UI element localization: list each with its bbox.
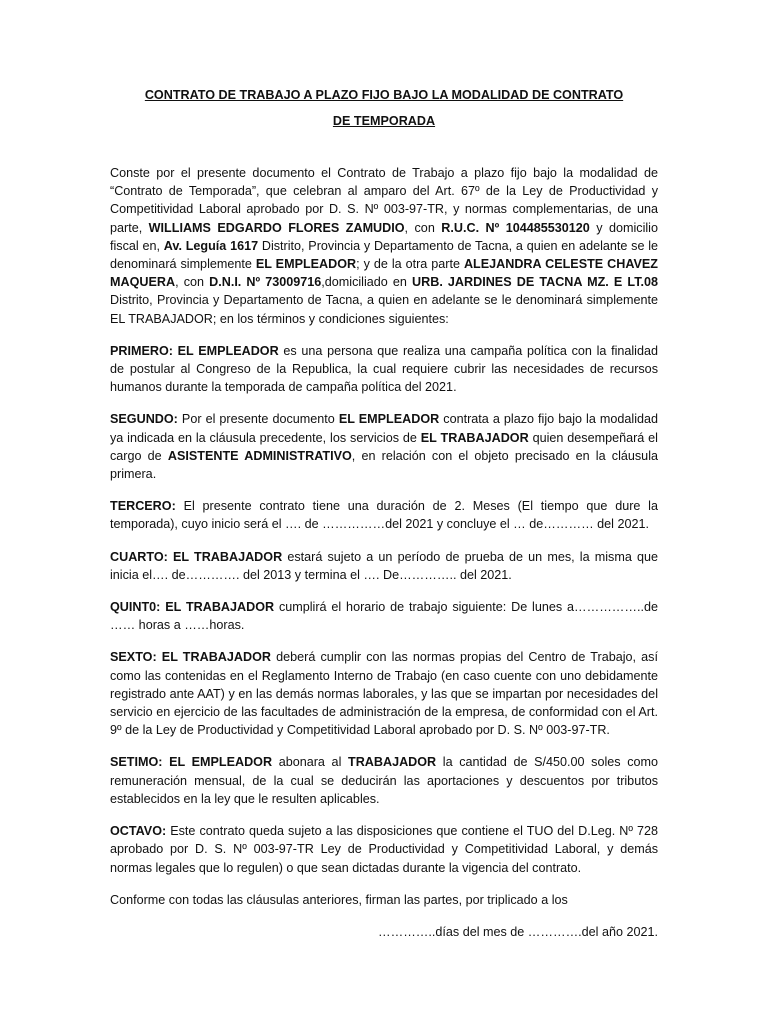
employer-name: WILLIAMS EDGARDO FLORES ZAMUDIO [148,220,405,235]
clause-cuarto: CUARTO: EL TRABAJADOR estará sujeto a un período de prueba de un mes, la misma que inicia el…. de…………. del 2013 y termina el …. De………….. del 2021. [110,549,659,582]
clause-primero: PRIMERO: EL EMPLEADOR es una persona que realiza una campaña política con la finalidad de postular al Congreso de la Republica, la cual requiere cubrir las necesidades de recursos humanos durante la temporada de campaña política del 2021. [110,343,658,395]
closing-statement: Conforme con todas las cláusulas anteriores, firman las partes, por triplicado a los [110,892,568,907]
employer-address: Av. Leguía 1617 [163,238,259,253]
clause-label: SETIMO: EL EMPLEADOR [110,755,273,770]
clause-label: TERCERO: [110,499,176,514]
document-title-line-2: DE TEMPORADA [332,114,436,128]
clause-label: CUARTO: EL TRABAJADOR [110,549,283,564]
job-title: ASISTENTE ADMINISTRATIVO [167,448,352,463]
contract-body [110,164,658,955]
worker-name: ALEJANDRA CELESTE CHAVEZ MAQUERA [110,257,659,290]
intro-paragraph: Conste por el presente documento el Contrato de Trabajo a plazo fijo bajo la modalidad de “Contrato de Temporada”, que celebran al amparo del Art. 67º de la Ley de Productividad y Competitividad Laboral aprobado por D. S. Nº 003-97-TR, y normas complementarias, de una parte, WILLIAMS EDGARDO FLORES ZAMUDIO, con R.U.C. Nº 104485530120 y domicilio fiscal en, Av. Leguía 1617 Distrito, Provincia y Departamento de Tacna, a quien en adelante se le denominará simplemente EL EMPLEADOR; y de la otra parte ALEJANDRA CELESTE CHAVEZ MAQUERA, con D.N.I. Nº 73009716,domiciliado en URB. JARDINES DE TACNA MZ. E LT.08 Distrito, Provincia y Departamento de Tacna, a quien en adelante se le denominará simplemente EL TRABAJADOR; en los términos y condiciones siguientes: [110,166,659,326]
clause-label: SEXTO: EL TRABAJADOR [110,650,271,665]
clause-tercero: TERCERO: El presente contrato tiene una duración de 2. Meses (El tiempo que dure la temporada), cuyo inicio será el …. de ……………del 2021 y concluye el … de………… del 2021. [110,499,658,532]
closing-date: …………..días del mes de ………….del año 2021. [378,924,658,939]
clause-setimo: SETIMO: EL EMPLEADOR abonara al TRABAJADOR la cantidad de S/450.00 soles como remuneración mensual, de la cual se deducirán las aportaciones y descuentos por tributos establecidos en la ley que le resulten aplicables. [110,755,658,806]
worker-dni: D.N.I. Nº 73009716 [209,275,322,290]
clause-label: OCTAVO: [110,824,167,839]
clause-label: QUINT0: EL TRABAJADOR [110,600,275,615]
clause-label: PRIMERO: EL EMPLEADOR [110,343,279,358]
clause-octavo: OCTAVO: Este contrato queda sujeto a las disposiciones que contiene el TUO del D.Leg. Nº 728 aprobado por D. S. Nº 003-97-TR Ley de Productividad y Competitividad Laboral, y demás normas legales que lo regulen) o que sean dictadas durante la vigencia del contrato. [110,824,658,875]
document-title-line-1: CONTRATO DE TRABAJO A PLAZO FIJO BAJO LA MODALIDAD DE CONTRATO [144,88,624,102]
employer-ruc: R.U.C. Nº 104485530120 [441,220,590,235]
clause-segundo: SEGUNDO: Por el presente documento EL EMPLEADOR contrata a plazo fijo bajo la modalidad ya indicada en la cláusula precedente, los servicios de EL TRABAJADOR quien desempeñará el cargo de ASISTENTE ADMINISTRATIVO, en relación con el objeto precisado en la cláusula primera. [110,412,659,482]
clause-sexto: SEXTO: EL TRABAJADOR deberá cumplir con las normas propias del Centro de Trabajo, así como las contenidas en el Reglamento Interno de Trabajo (en caso cuente con uno debidamente registrado ante AAT) y en las demás normas laborales, y las que se impartan por necesidades del servicio en ejercicio de las facultades de administración de la empresa, de conformidad con el Art. 9º de la Ley de Productividad y Competitividad Laboral aprobado por D. S. Nº 003-97-TR. [110,650,658,738]
clause-quinto: QUINT0: EL TRABAJADOR cumplirá el horario de trabajo siguiente: De lunes a……………..de …… horas a ……horas. [110,600,658,633]
clause-label: SEGUNDO: [110,412,178,427]
worker-address: URB. JARDINES DE TACNA MZ. E LT.08 [412,275,658,290]
